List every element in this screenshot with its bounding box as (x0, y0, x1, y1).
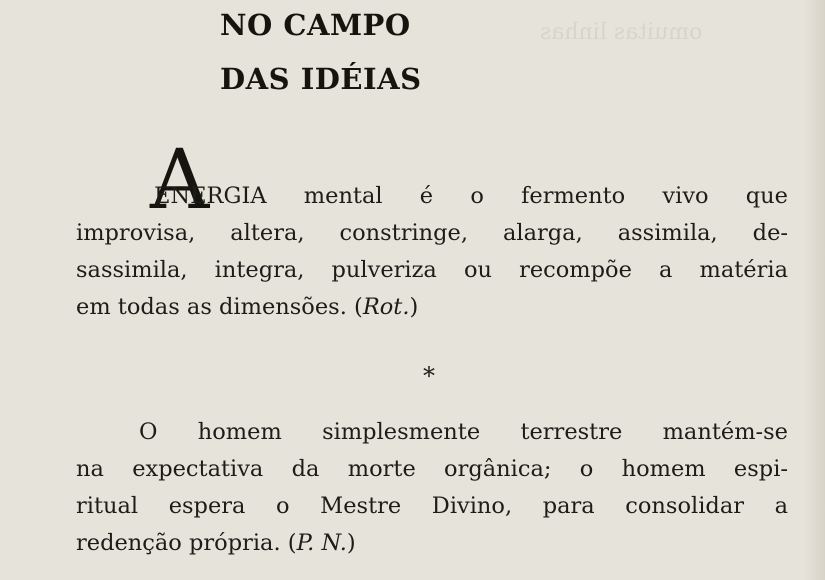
bleed-through-text: omuitas linhas (540, 20, 703, 45)
paragraph-2-line-4: redenção própria. (P. N.) (76, 530, 356, 556)
paragraph-2-line-3: ritual espera o Mestre Divino, para consolidar a (76, 493, 788, 519)
drop-cap: A (150, 133, 210, 228)
paragraph-2-line-2: na expectativa da morte orgânica; o homem espi- (76, 456, 788, 482)
paragraph-2 (76, 414, 788, 562)
page-title-line1: NO CAMPO (220, 8, 411, 42)
paragraph-1 (76, 178, 788, 326)
source-abbreviation: P. N. (296, 530, 347, 556)
source-abbreviation: Rot. (362, 294, 410, 320)
paragraph-1-line-2: improvisa, altera, constringe, alarga, assimila, de- (76, 220, 788, 246)
page-title-line2: DAS IDÉIAS (220, 62, 422, 96)
paragraph-1-line-3: sassimila, integra, pulveriza ou recompõe a matéria (76, 257, 788, 283)
paragraph-1-line-1: ENERGIA mental é o fermento vivo que (154, 183, 788, 209)
paragraph-2-line-1: O homem simplesmente terrestre mantém-se (139, 419, 788, 445)
page-edge-shadow (803, 0, 825, 580)
paragraph-1-line-4: em todas as dimensões. (Rot.) (76, 294, 419, 320)
section-separator: * (423, 362, 435, 390)
